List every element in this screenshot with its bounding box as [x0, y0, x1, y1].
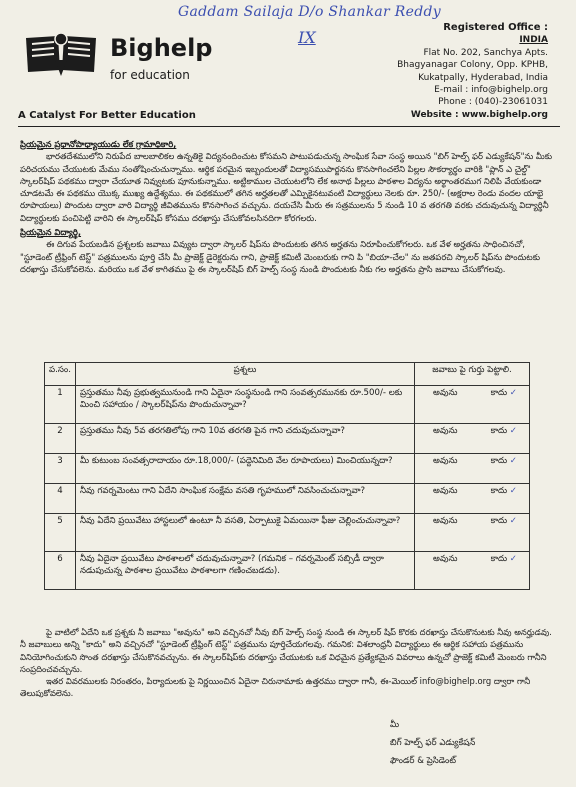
- signature-block: [390, 716, 475, 770]
- option-yes[interactable]: అవును: [433, 486, 458, 496]
- row-number: 3: [45, 454, 76, 484]
- answer-cell: [415, 484, 530, 514]
- row-number: 1: [45, 386, 76, 424]
- office-country: INDIA: [519, 35, 548, 46]
- option-yes[interactable]: అవును: [433, 456, 458, 466]
- paragraph-instructions: ఈ దిగువ పేయబడిన ప్రశ్నలకు జవాబు వివ్యుట ద్వారా స్కాలర్ షిప్‌ను పొందుటకు తగిన అర్హతను నిరూపించుకోగలరు. ఒక వేళ అర్హతను సాధించినచో, "స్టూడెంట్ ట్రీఫ్రింగ్ టెస్ట్" పత్రములను పూర్తి చేసి మీ ప్రాజెక్ట్ డైరెక్టరును గాని, ప్రాజెక్ట్ కమిటీ మెంబరుకు గాని పి "బియా-చేల" ను జతపరచి స్కాలర్ షిప్‌ను పొందుటకు దరఖాస్తు చేసుకోవలెను. మరియు ఒక వేళ కాగితము పై ఈ స్కాలర్‌షిప్ బిగ్ హెల్ప్ సంస్థ నుండి పొందుటకు నీకు గల అర్హతను ప్రాసి జవాబు చేసుకోగలవు.: [20, 239, 541, 274]
- table-row: [45, 386, 530, 424]
- office-email: E-mail : info@bighelp.org: [434, 85, 548, 96]
- option-no[interactable]: కాదు ✓: [490, 456, 517, 466]
- checkmark-icon: ✓: [507, 426, 517, 436]
- option-yes[interactable]: అవును: [433, 426, 458, 436]
- question-text: ప్రస్తుతము నీవు ప్రభుత్వమునుండి గాని ఏదైనా సంస్థనుండి గాని సంవత్సరమునకు రూ.500/- లకు మించి సహాయం / స్కాలర్‌షిప్‌ను పొందుచున్నావా?: [76, 386, 415, 424]
- answer-cell: [415, 424, 530, 454]
- paragraph-contact: ఇతర వివరములకు నిరంతరం, పిర్యాదులకు పై నిర్ణయించిన ఏదైనా చిరునామాకు ఉత్తరము ద్వారా గానీ, ఈ-మెయిల్ info@bighelp.org ద్వారా గానీ తెలుపుకోవలెను.: [20, 676, 531, 699]
- table-row: [45, 424, 530, 454]
- office-label: Registered Office :: [443, 22, 548, 33]
- question-text: మీ కుటుంబ సంవత్సరాదాయం రూ.18,000/- (పద్దెనిమిది వేల రూపాయలు) మించియున్నదా?: [76, 454, 415, 484]
- option-no[interactable]: కాదు ✓: [490, 426, 517, 436]
- tagline: A Catalyst For Better Education: [18, 110, 196, 121]
- handwritten-class: IX: [298, 28, 316, 47]
- answer-cell: [415, 514, 530, 552]
- row-number: 2: [45, 424, 76, 454]
- answer-cell: [415, 386, 530, 424]
- header-serial: ప.సం.: [45, 363, 76, 386]
- letter-top: [20, 138, 554, 275]
- question-text: నీవు ఏదేని ప్రయివేటు హాస్టలులో ఉంటూ నీ వసతి, ఏర్పాటుకై ఏమయినా ఫీజు చెల్లించుచున్నావా?: [76, 514, 415, 552]
- signature-title: ఫౌండర్ & ప్రెసిడెంట్: [390, 756, 456, 766]
- checkmark-icon: ✓: [507, 554, 517, 564]
- salutation-headmaster: ప్రియమైన ప్రధానోపాధ్యాయుడు లేక గ్రామాధికారి,: [20, 139, 177, 149]
- checkmark-icon: ✓: [507, 486, 517, 496]
- office-address-line3: Kukatpally, Hyderabad, India: [418, 72, 548, 83]
- brand-subtitle: for education: [110, 68, 190, 82]
- question-text: నీవు గవర్నమెంటు గాని ఏదేని సాంఘిక సంక్షేమ వసతి గృహములో నివసించుచున్నావా?: [76, 484, 415, 514]
- question-text: నీవు ఏదైనా ప్రయివేటు పాఠశాలలో చదువుచున్నావా? (గమనిక – గవర్నమెంట్ సబ్సిడీ ద్వారా నడుపుచున్న పాఠశాల ప్రయివేటు పాఠశాలగా గణించబడదు).: [76, 552, 415, 590]
- brand-name: Bighelp: [110, 34, 213, 62]
- table-row: [45, 514, 530, 552]
- checkmark-icon: ✓: [507, 516, 517, 526]
- book-logo-icon: [22, 30, 100, 76]
- table-header-row: [45, 363, 530, 386]
- letter-bottom: [20, 626, 554, 700]
- signature-org: బిగ్ హెల్ప్ ఫర్ ఎడ్యుకేషన్: [390, 738, 476, 748]
- paragraph-eligibility-note: పై వాటిలో ఏదేని ఒక ప్రశ్నకు నీ జవాబు "అవును" అని వచ్చినచో నీవు బిగ్ హెల్ప్ సంస్థ నుండి ఈ స్కాలర్ షిప్ కొరకు దరఖాస్తు చేసుకొనుటకు నీవు అనర్హుడవు. నీ జవాబులు అన్ని "కాదు" అని వచ్చినచో "స్టూడెంట్ ట్రీఫ్రింగ్ టెస్ట్" పత్రమును పూర్తిచేయగలవు. గమనిక: విశలాంధ్రనీ విద్యార్థులు ఈ ఆర్థిక సహాయ పత్రమును వినియోగించుకుని సొంత దరఖాస్తు చేసుకొనవచ్చును. ఈ స్కాలర్‌షిప్‌కు దరఖాస్తు చేయుటకు ఒక విధమైన ప్రత్యేకమైన వివరాలు ఉన్నచో ప్రాజెక్ట్ కమిటీ మెంబరు గానీని సంప్రదించవచ్చును.: [20, 627, 552, 674]
- answer-cell: [415, 552, 530, 590]
- option-yes[interactable]: అవును: [433, 554, 458, 564]
- paragraph-intro: భారతదేశములోని నిరుపేద బాలబాలికల ఉన్నతికై విద్యనందించుట కోసమని పాటుపడుచున్న సాంఘిక సేవా సంస్థ అయిన "బిగ్ హెల్ప్ ఫర్ ఎడ్యుకేషన్"ను మీకు పరిచయము చేయుటకు మేము సంతోషించుచున్నాము. ఆర్థిక పరమైన ఇబ్బందులతో విద్యాసముపార్జనను కొనసాగించలేని పిల్లల సౌకర్యార్థం వారికి "ప్లాన్ ఎ చైల్డ్" స్కాలర్‌షిప్ పథకము ద్వారా చేయూత నివ్వుటకు పూనుకున్నాము. అట్టికాముల చెయుటలోని లేక అనాథ పిల్లలు పాఠశాల విద్యను అర్థాంతరముగ నిలిపి వేయకుండా చూడటమే ఈ పథకము యొక్క ముఖ్య ఉద్దేశ్యము. ఈ పథకములో తగిన అర్హతలతో ఎమ్పికైనటువంటి విద్యార్థులు నెలకు రూ. 250/- (అక్షరాల రెండు వందల యాభై రూపాయలు) పొందుట ద్వారా వారి విద్యార్థి జీవితమును కొనసాగించ వచ్చును. దయచేసి మీరు ఈ సత్రములను 5 నుండి 10 వ తరగతి వరకు చదువుచున్న విద్యార్థినీ విద్యార్థులకు పంచిపెట్టి వారిని ఈ స్కాలర్‌షిప్ కోసము దరఖాస్తు చేసుకోవలసినదిగా కోరగలరు.: [20, 151, 553, 223]
- header-divider: [18, 126, 560, 127]
- checkmark-icon: ✓: [507, 456, 517, 466]
- checkmark-icon: ✓: [507, 388, 517, 398]
- option-no[interactable]: కాదు ✓: [490, 486, 517, 496]
- office-address-line2: Bhagyanagar Colony, Opp. KPHB,: [397, 60, 548, 71]
- row-number: 4: [45, 484, 76, 514]
- question-text: ప్రస్తుతము నీవు 5వ తరగతిలోపు గాని 10వ తరగతి పైన గాని చదువుచున్నావా?: [76, 424, 415, 454]
- signature-yours: మీ: [390, 720, 400, 730]
- option-yes[interactable]: అవును: [433, 516, 458, 526]
- office-phone: Phone : (040)-23061031: [438, 97, 548, 108]
- salutation-student: ప్రియమైన విద్యార్థి,: [20, 227, 82, 238]
- option-no[interactable]: కాదు ✓: [490, 554, 517, 564]
- office-website: Website : www.bighelp.org: [410, 109, 548, 120]
- header-questions: ప్రశ్నలు: [76, 363, 415, 386]
- option-no[interactable]: కాదు ✓: [490, 516, 517, 526]
- registered-office-block: [328, 22, 548, 121]
- eligibility-question-table: [44, 362, 530, 590]
- answer-cell: [415, 454, 530, 484]
- table-row: [45, 484, 530, 514]
- header-answer: జవాబు పై గుర్తు పెట్టాలి.: [415, 363, 530, 386]
- office-address-line1: Flat No. 202, Sanchya Apts.: [423, 47, 548, 58]
- option-no[interactable]: కాదు ✓: [490, 388, 517, 398]
- row-number: 6: [45, 552, 76, 590]
- row-number: 5: [45, 514, 76, 552]
- table-row: [45, 454, 530, 484]
- table-row: [45, 552, 530, 590]
- option-yes[interactable]: అవును: [433, 388, 458, 398]
- handwritten-student-name: Gaddam Sailaja D/o Shankar Reddy: [178, 4, 441, 20]
